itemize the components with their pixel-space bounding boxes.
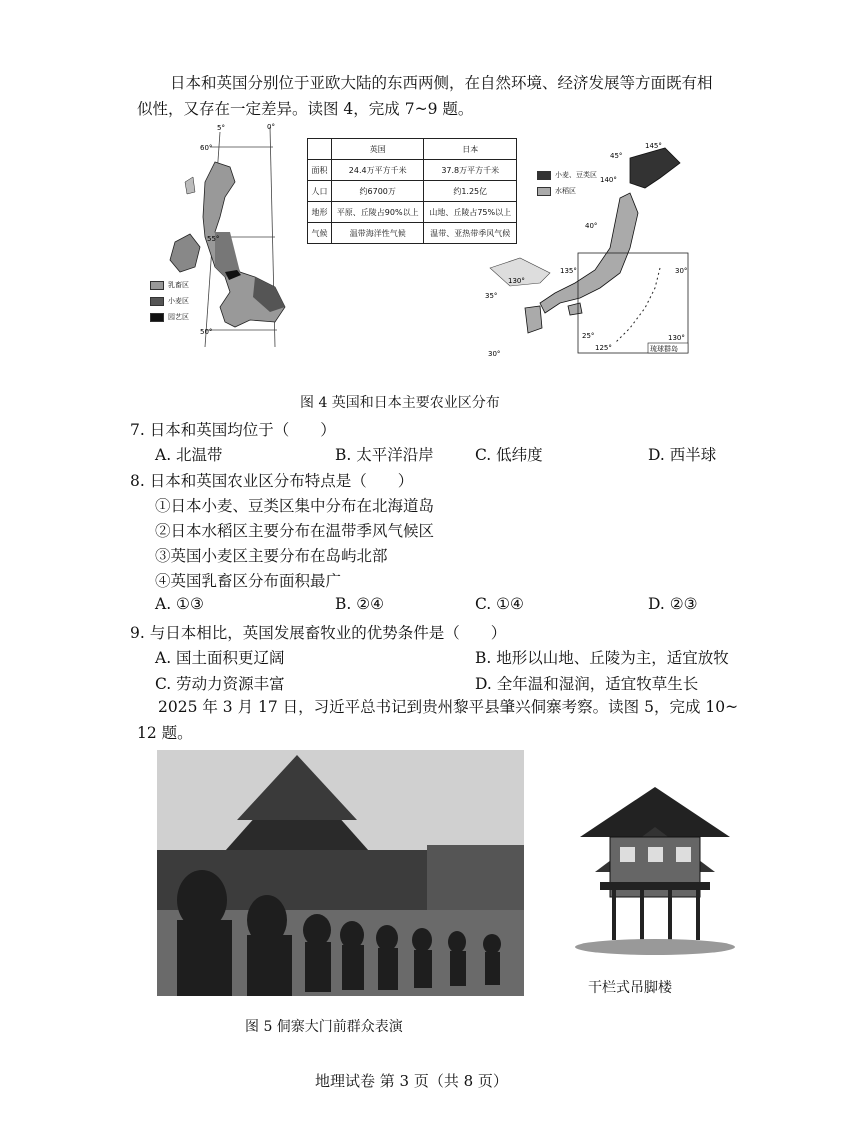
q7-option-b[interactable]: B. 太平洋沿岸 <box>335 446 434 464</box>
table-cell: 地形 <box>308 202 332 223</box>
performance-photo <box>157 750 524 996</box>
jp-label: 30° <box>488 350 501 358</box>
jp-label: 30° <box>675 267 688 275</box>
q8-item: ③英国小麦区主要分布在岛屿北部 <box>155 547 388 565</box>
uk-legend <box>150 280 189 322</box>
jp-label: 40° <box>585 222 598 230</box>
page-footer: 地理试卷 第 3 页（共 8 页） <box>315 1072 508 1090</box>
q8-item: ④英国乳畜区分布面积最广 <box>155 572 342 590</box>
table-cell: 约1.25亿 <box>424 181 517 202</box>
q7-stem: 7. 日本和英国均位于（ ） <box>130 421 336 439</box>
jp-label: 130° <box>668 334 685 342</box>
japan-legend <box>537 170 597 196</box>
table-cell: 温带海洋性气候 <box>331 223 424 244</box>
q8-option-d[interactable]: D. ②③ <box>648 595 698 613</box>
jp-label: 135° <box>560 267 577 275</box>
legend-label-dairy: 乳畜区 <box>168 281 189 289</box>
table-cell: 面积 <box>308 160 332 181</box>
fig5-caption: 图 5 侗寨大门前群众表演 <box>245 1019 403 1035</box>
legend-swatch-horticulture <box>150 313 164 322</box>
table-cell: 山地、丘陵占75%以上 <box>424 202 517 223</box>
table-header: 日本 <box>424 139 517 160</box>
jp-label: 145° <box>645 142 662 150</box>
uk-lon-5: 5° <box>217 124 225 132</box>
uk-lat-50: 50° <box>200 328 213 336</box>
table-header: 英国 <box>331 139 424 160</box>
q7-option-d[interactable]: D. 西半球 <box>648 446 717 464</box>
fig4-caption: 图 4 英国和日本主要农业区分布 <box>300 395 500 411</box>
q9-option-c[interactable]: C. 劳动力资源丰富 <box>155 675 285 693</box>
q9-option-d[interactable]: D. 全年温和湿润，适宜牧草生长 <box>475 675 699 693</box>
uk-lat-60: 60° <box>200 144 213 152</box>
jp-label: 25° <box>582 332 595 340</box>
q8-option-b[interactable]: B. ②④ <box>335 595 385 613</box>
table-cell: 平原、丘陵占90%以上 <box>331 202 424 223</box>
uk-lon-0: 0° <box>267 123 275 131</box>
jp-label: 45° <box>610 152 623 160</box>
q9-option-b[interactable]: B. 地形以山地、丘陵为主，适宜放牧 <box>475 649 729 667</box>
table-cell: 温带、亚热带季风气候 <box>424 223 517 244</box>
q8-stem: 8. 日本和英国农业区分布特点是（ ） <box>130 472 414 490</box>
table-cell: 气候 <box>308 223 332 244</box>
legend-swatch-rice <box>537 187 551 196</box>
q9-option-a[interactable]: A. 国土面积更辽阔 <box>155 649 285 667</box>
q8-item: ①日本小麦、豆类区集中分布在北海道岛 <box>155 497 435 515</box>
q9-stem: 9. 与日本相比，英国发展畜牧业的优势条件是（ ） <box>130 624 507 642</box>
stilt-house-caption: 干栏式吊脚楼 <box>588 980 672 996</box>
intro2-line-1: 2025 年 3 月 17 日，习近平总书记到贵州黎平县肇兴侗寨考察。读图 5，完成 10~ <box>158 698 739 716</box>
uk-lat-55: 55° <box>207 235 220 243</box>
legend-swatch-wheat <box>150 297 164 306</box>
table-cell: 24.4万平方千米 <box>331 160 424 181</box>
table-cell: 人口 <box>308 181 332 202</box>
uk-map <box>145 122 305 362</box>
legend-label-wheat: 小麦区 <box>168 297 189 305</box>
q8-option-c[interactable]: C. ①④ <box>475 595 524 613</box>
intro-line-1: 日本和英国分别位于亚欧大陆的东西两侧，在自然环境、经济发展等方面既有相 <box>170 74 713 92</box>
q7-option-c[interactable]: C. 低纬度 <box>475 446 543 464</box>
q7-option-a[interactable]: A. 北温带 <box>155 446 223 464</box>
intro-line-2: 似性，又存在一定差异。读图 4，完成 7~9 题。 <box>137 100 474 118</box>
legend-label-rice: 水稻区 <box>555 187 576 195</box>
jp-label: 125° <box>595 344 612 352</box>
legend-label-wheat-bean: 小麦、豆类区 <box>555 171 597 179</box>
legend-swatch-wheat-bean <box>537 171 551 180</box>
legend-label-horticulture: 园艺区 <box>168 313 189 321</box>
jp-label: 35° <box>485 292 498 300</box>
stilt-house-illustration <box>570 782 740 957</box>
intro2-line-2: 12 题。 <box>137 724 193 742</box>
jp-label-ryukyu: 琉球群岛 <box>650 345 678 353</box>
jp-label: 140° <box>600 176 617 184</box>
legend-swatch-dairy <box>150 281 164 290</box>
table-cell: 37.8万平方千米 <box>424 160 517 181</box>
table-cell: 约6700万 <box>331 181 424 202</box>
q8-option-a[interactable]: A. ①③ <box>155 595 204 613</box>
q8-item: ②日本水稻区主要分布在温带季风气候区 <box>155 522 435 540</box>
table-header <box>308 139 332 160</box>
jp-label: 130° <box>508 277 525 285</box>
